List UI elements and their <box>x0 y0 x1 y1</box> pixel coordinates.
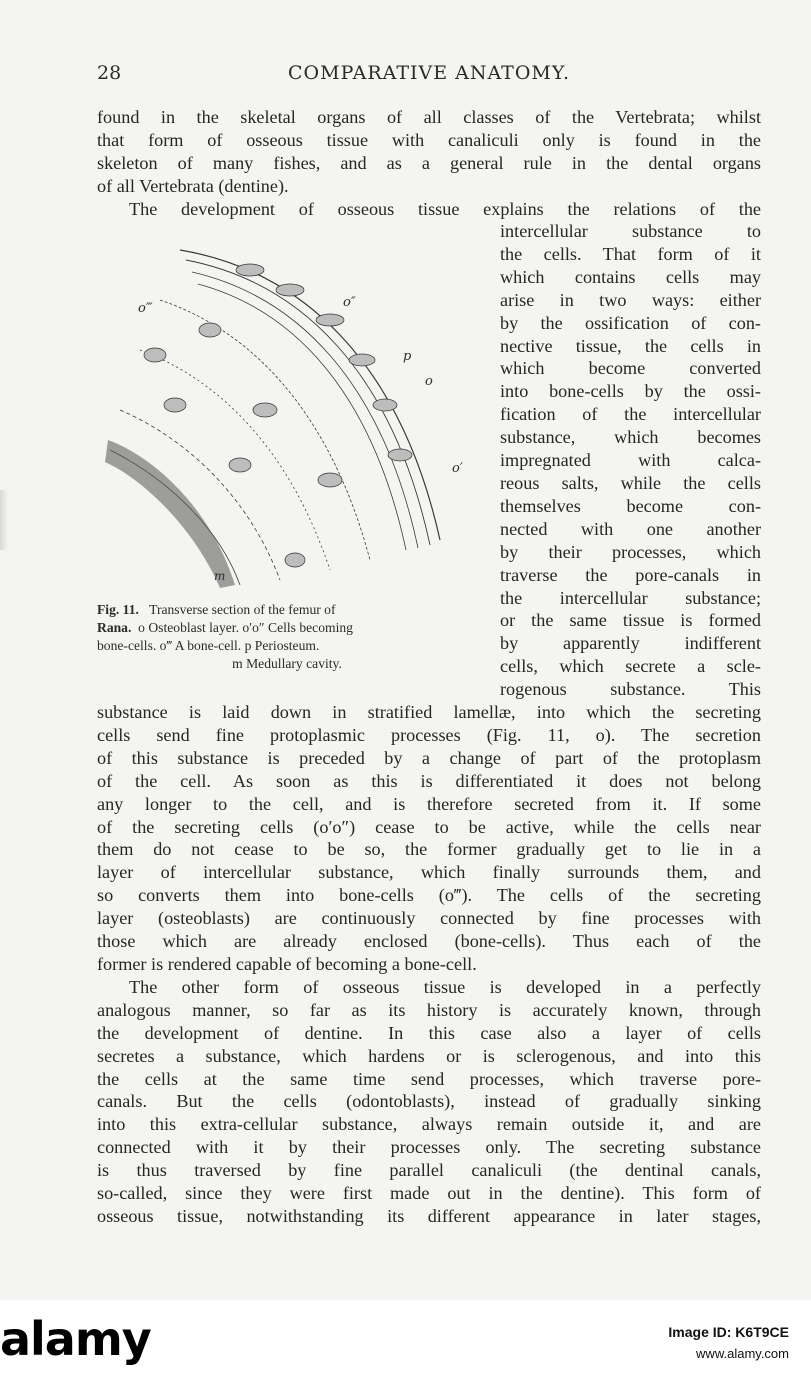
text-line: is thus traversed by fine parallel canaliculi (the dentinal canals, <box>97 1160 761 1181</box>
text-line: of the cell. As soon as this is differentiated it does not belong <box>97 770 761 791</box>
text-line: themselves become con- <box>500 495 761 516</box>
text-line: The other form of osseous tissue is developed in a perfectly <box>129 976 761 997</box>
text-line: analogous manner, so far as its history is accurately known, through <box>97 999 761 1020</box>
text-line: arise in two ways: either <box>500 289 761 310</box>
text-line: secretes a substance, which hardens or is sclerogenous, and into this <box>97 1045 761 1066</box>
text-line: reous salts, while the cells <box>500 472 761 493</box>
text-line: which become converted <box>500 358 761 379</box>
text-line: the cells at the same time send processes, which traverse pore- <box>97 1068 761 1089</box>
text-line: cells, which secrete a scle- <box>500 656 761 677</box>
text-line: intercellular substance to <box>500 221 761 241</box>
text-line: the development of dentine. In this case also a layer of cells <box>97 1022 761 1043</box>
page-number: 28 <box>97 62 122 84</box>
figure-number: Fig. 11. <box>97 602 139 617</box>
page-header <box>97 62 761 92</box>
text-line: that form of osseous tissue with canaliculi only is found in the <box>97 129 761 150</box>
text-line: so-called, since they were first made out in the dentine). This form of <box>97 1183 761 1204</box>
text-line: former is rendered capable of becoming a bone-cell. <box>97 953 477 974</box>
label-o3: o‴ <box>138 301 153 316</box>
text-line: layer of intercellular substance, which finally surrounds them, and <box>97 862 761 883</box>
caption-genus: Rana. <box>97 620 132 635</box>
text-line: by their processes, which <box>500 541 761 562</box>
text-line: those which are already enclosed (bone-cells). Thus each of the <box>97 931 761 952</box>
caption-line: o Osteoblast layer. o′o″ Cells becoming <box>138 620 353 635</box>
top-paragraph-block <box>97 106 761 221</box>
text-line: the cells. That form of it <box>500 243 761 264</box>
right-column-text <box>500 220 761 701</box>
text-line: by apparently indifferent <box>500 633 761 654</box>
bottom-paragraph-block <box>97 701 761 1228</box>
image-id: Image ID: K6T9CE <box>668 1324 789 1340</box>
text-line: impregnated with calca- <box>500 450 761 471</box>
label-m: m <box>214 569 226 583</box>
image-id-block <box>668 1321 789 1365</box>
text-line: into bone-cells by the ossi- <box>500 381 761 402</box>
text-line: osseous tissue, notwithstanding its different appearance in later stages, <box>97 1205 761 1226</box>
text-line: skeleton of many fishes, and as a general rule in the dental organs <box>97 152 761 173</box>
text-line: nective tissue, the cells in <box>500 335 761 356</box>
text-line: traverse the pore-canals in <box>500 564 761 585</box>
label-p: p <box>403 349 412 364</box>
text-line: canals. But the cells (odontoblasts), instead of gradually sinking <box>97 1091 761 1112</box>
caption-line: Transverse section of the femur of <box>149 602 336 617</box>
text-line: any longer to the cell, and is therefore secreted from it. If some <box>97 793 761 814</box>
figure-caption <box>97 601 477 673</box>
caption-line: bone-cells. o‴ A bone-cell. p Periosteum. <box>97 638 320 653</box>
text-line: into this extra-cellular substance, always remain outside it, and are <box>97 1114 761 1135</box>
text-line: connected with it by their processes only. The secreting substance <box>97 1137 761 1158</box>
text-line: rogenous substance. This <box>500 679 761 700</box>
label-o2: o″ <box>343 295 356 310</box>
alamy-logo: alamy <box>0 1312 151 1366</box>
text-line: of all Vertebrata (dentine). <box>97 175 289 196</box>
site-url: www.alamy.com <box>696 1346 789 1361</box>
text-line: nected with one another <box>500 518 761 539</box>
label-o1: o′ <box>452 461 463 476</box>
scan-edge <box>0 490 8 550</box>
text-line: The development of osseous tissue explains the relations of the <box>129 198 761 219</box>
text-line: the intercellular substance; <box>500 587 761 608</box>
text-line: layer (osteoblasts) are continuously connected by fine processes with <box>97 908 761 929</box>
text-line: found in the skeletal organs of all classes of the Vertebrata; whilst <box>97 107 761 127</box>
text-line: of this substance is preceded by a change of part of the protoplasm <box>97 747 761 768</box>
femur-section-illustration <box>100 240 480 600</box>
medullary-cavity-shape <box>105 440 235 588</box>
label-o: o <box>425 374 433 389</box>
text-line: substance, which becomes <box>500 427 761 448</box>
running-title: COMPARATIVE ANATOMY. <box>288 62 570 84</box>
text-line: by the ossification of con- <box>500 312 761 333</box>
text-line: or the same tissue is formed <box>500 610 761 631</box>
text-line: them do not cease to be so, the former gradually get to lie in a <box>97 839 761 860</box>
text-line: substance is laid down in stratified lamellæ, into which the secreting <box>97 702 761 722</box>
caption-line: m Medullary cavity. <box>232 656 342 671</box>
text-line: which contains cells may <box>500 266 761 287</box>
text-line: cells send fine protoplasmic processes (Fig. 11, o). The secretion <box>97 724 761 745</box>
text-line: of the secreting cells (o′o″) cease to be active, while the cells near <box>97 816 761 837</box>
text-line: fication of the intercellular <box>500 404 761 425</box>
text-line: so converts them into bone-cells (o‴). The cells of the secreting <box>97 885 761 906</box>
